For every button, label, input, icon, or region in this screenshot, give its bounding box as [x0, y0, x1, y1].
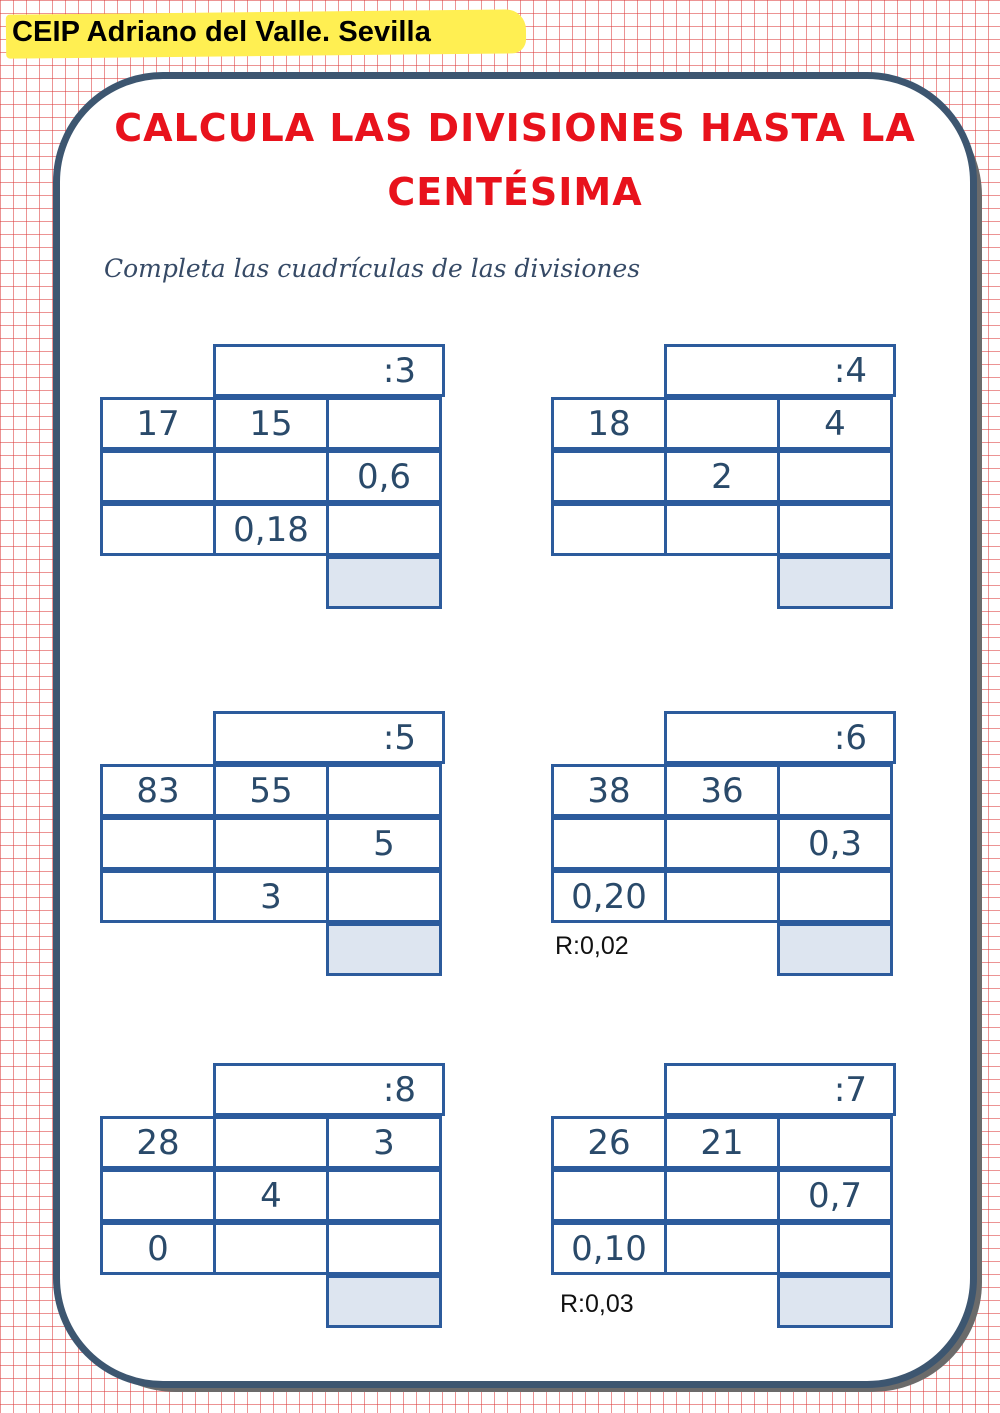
- grid-cell: 3: [213, 870, 329, 923]
- grid-cell: [100, 450, 216, 503]
- grid-cell: [664, 397, 780, 450]
- grid-cell: [664, 817, 780, 870]
- answer-cell: [777, 923, 893, 976]
- grid-cell: [326, 764, 442, 817]
- grid-cell: [551, 1169, 667, 1222]
- grid-cell: 18: [551, 397, 667, 450]
- divisor-cell: :4: [664, 344, 896, 397]
- grid-cell: 83: [100, 764, 216, 817]
- divisor-cell: :8: [213, 1063, 445, 1116]
- grid-cell: [664, 1169, 780, 1222]
- grid-cell: 28: [100, 1116, 216, 1169]
- grid-cell: [777, 1222, 893, 1275]
- grid-cell: [213, 450, 329, 503]
- grid-cell: 21: [664, 1116, 780, 1169]
- grid-cell: [100, 503, 216, 556]
- divisor-cell: :5: [213, 711, 445, 764]
- grid-cell: [777, 870, 893, 923]
- grid-cell: [326, 1169, 442, 1222]
- remainder-note: R:0,03: [560, 1290, 634, 1318]
- grid-cell: [100, 870, 216, 923]
- answer-cell: [777, 1275, 893, 1328]
- grid-cell: [213, 817, 329, 870]
- grid-cell: 38: [551, 764, 667, 817]
- grid-cell: [326, 870, 442, 923]
- grid-cell: [326, 503, 442, 556]
- grid-cell: 5: [326, 817, 442, 870]
- grid-cell: [777, 1116, 893, 1169]
- grid-cell: 36: [664, 764, 780, 817]
- grid-cell: [777, 764, 893, 817]
- grid-cell: [777, 450, 893, 503]
- grid-cell: [551, 450, 667, 503]
- grid-cell: 4: [777, 397, 893, 450]
- grid-cell: [326, 397, 442, 450]
- grid-cell: 17: [100, 397, 216, 450]
- grid-cell: 0,18: [213, 503, 329, 556]
- grid-cell: 0,6: [326, 450, 442, 503]
- grid-cell: 0,20: [551, 870, 667, 923]
- grid-cell: 0: [100, 1222, 216, 1275]
- title-line-2: CENTÉSIMA: [387, 170, 643, 214]
- grid-cell: [777, 503, 893, 556]
- grid-cell: 4: [213, 1169, 329, 1222]
- divisor-cell: :6: [664, 711, 896, 764]
- grid-cell: 0,7: [777, 1169, 893, 1222]
- grid-cell: [664, 503, 780, 556]
- grid-cell: 0,10: [551, 1222, 667, 1275]
- divisor-cell: :7: [664, 1063, 896, 1116]
- grid-cell: [551, 503, 667, 556]
- grid-cell: 26: [551, 1116, 667, 1169]
- answer-cell: [326, 923, 442, 976]
- grid-cell: [664, 870, 780, 923]
- grid-cell: [213, 1116, 329, 1169]
- answer-cell: [326, 1275, 442, 1328]
- instruction-text: Completa las cuadrículas de las divisiones: [104, 254, 641, 283]
- remainder-note: R:0,02: [555, 932, 629, 960]
- title-line-1: CALCULA LAS DIVISIONES HASTA LA: [114, 106, 916, 150]
- worksheet-title: [100, 96, 930, 224]
- grid-cell: 2: [664, 450, 780, 503]
- answer-cell: [326, 556, 442, 609]
- grid-cell: [326, 1222, 442, 1275]
- grid-cell: [100, 817, 216, 870]
- grid-cell: [100, 1169, 216, 1222]
- answer-cell: [777, 556, 893, 609]
- grid-cell: 55: [213, 764, 329, 817]
- divisor-cell: :3: [213, 344, 445, 397]
- grid-cell: [551, 817, 667, 870]
- grid-cell: [213, 1222, 329, 1275]
- grid-cell: 0,3: [777, 817, 893, 870]
- grid-cell: 3: [326, 1116, 442, 1169]
- school-name: CEIP Adriano del Valle. Sevilla: [12, 16, 431, 48]
- grid-cell: [664, 1222, 780, 1275]
- grid-cell: 15: [213, 397, 329, 450]
